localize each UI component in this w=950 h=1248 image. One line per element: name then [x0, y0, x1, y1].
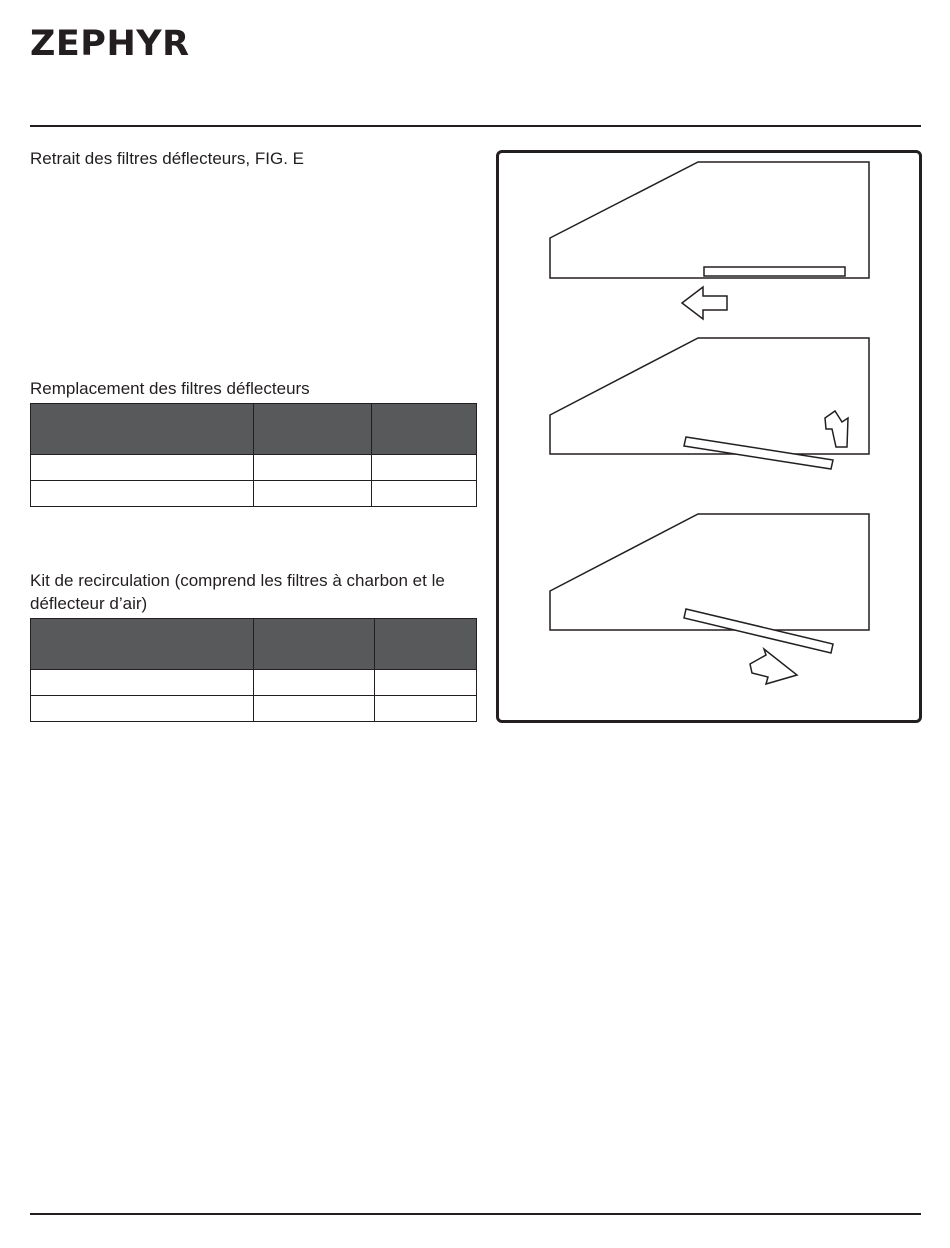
table-row [31, 455, 477, 481]
table-header-cell [375, 619, 477, 670]
table-cell [254, 696, 375, 722]
recirculation-table [30, 618, 477, 722]
replacement-heading: Remplacement des filtres déflecteurs [30, 379, 310, 398]
table-cell [254, 455, 372, 481]
arrow-out-icon [750, 649, 797, 684]
step-1-slide-left [550, 162, 869, 319]
filter-removal-illustration [499, 153, 919, 720]
replacement-table [30, 403, 477, 507]
removal-heading: Retrait des filtres déflecteurs, FIG. E [30, 149, 304, 168]
table-cell [254, 481, 372, 507]
table-header-cell [254, 619, 375, 670]
table-cell [372, 481, 477, 507]
table-cell [375, 696, 477, 722]
table-header-cell [372, 404, 477, 455]
range-hood-outline [550, 514, 869, 630]
table-cell [31, 670, 254, 696]
step-2-tilt-down [550, 338, 869, 469]
table-header-row [31, 404, 477, 455]
recirculation-heading: Kit de recirculation (comprend les filtres à charbon et le déflecteur d’air) [30, 571, 445, 613]
step-3-pull-out [550, 514, 869, 684]
zephyr-logo: ZEPHYR [30, 24, 190, 64]
figure-e-filter-removal [496, 150, 922, 723]
table-header-cell [31, 404, 254, 455]
table-cell [31, 696, 254, 722]
table-row [31, 670, 477, 696]
table-header-cell [31, 619, 254, 670]
baffle-filter [704, 267, 845, 276]
table-header-row [31, 619, 477, 670]
table-cell [31, 455, 254, 481]
table-cell [31, 481, 254, 507]
range-hood-outline [550, 338, 869, 454]
range-hood-outline [550, 162, 869, 278]
footer-divider [30, 1213, 921, 1215]
table-cell [254, 670, 375, 696]
header-divider [30, 125, 921, 127]
table-cell [375, 670, 477, 696]
arrow-left-icon [682, 287, 727, 319]
table-cell [372, 455, 477, 481]
table-row [31, 696, 477, 722]
table-header-cell [254, 404, 372, 455]
table-row [31, 481, 477, 507]
